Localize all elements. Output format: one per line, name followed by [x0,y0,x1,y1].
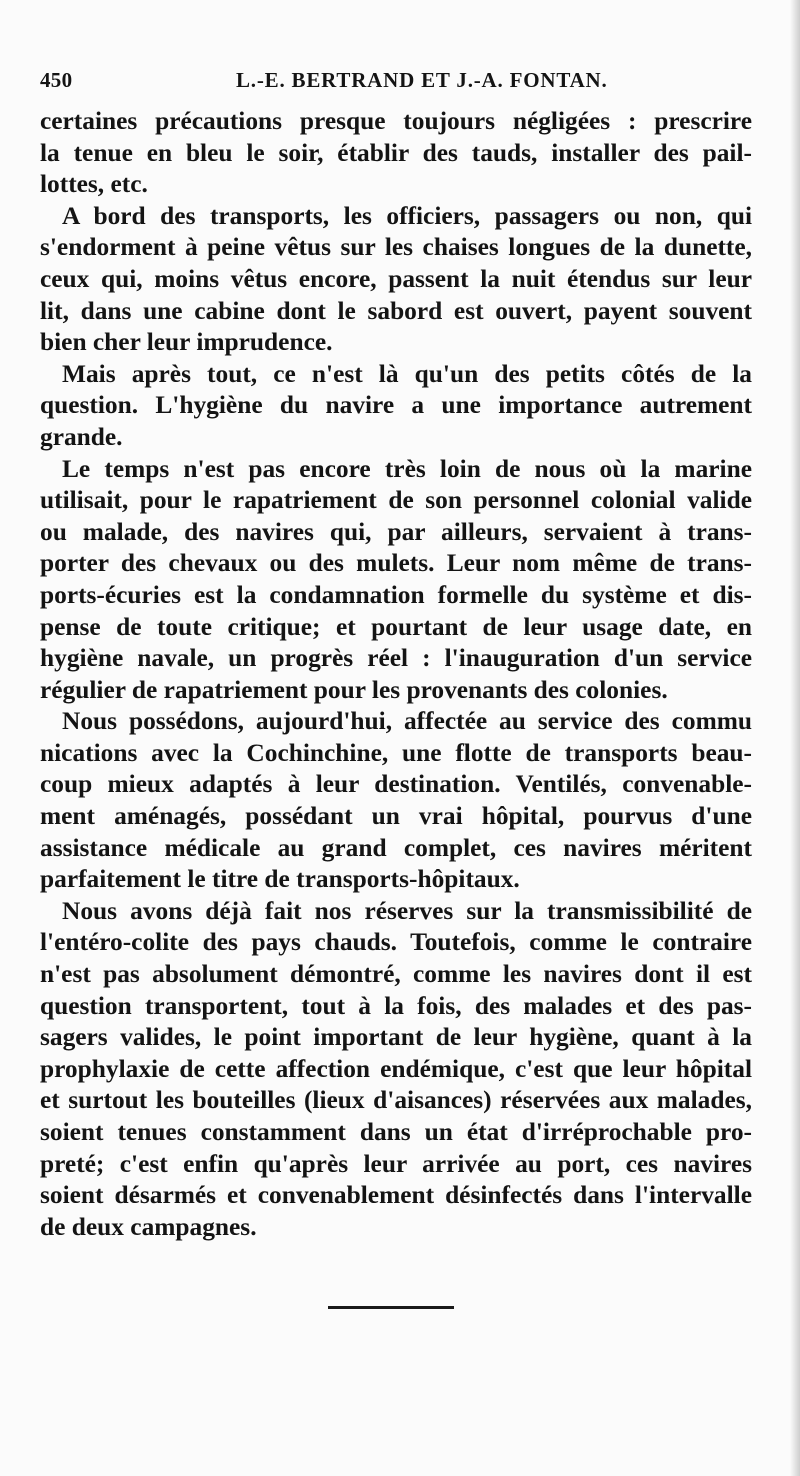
text-line: hygiène navale, un progrès réel : l'inauguration d'un service [40,644,752,673]
text-line: grande. [40,422,123,451]
text-line: Le temps n'est pas encore très loin de nous où la marine [62,454,752,483]
text-line: Mais après tout, ce n'est là qu'un des petits côtés de la [62,359,752,388]
text-line: certaines précautions presque toujours négligées : prescrire [40,107,752,135]
text-line: pense de toute critique; et pourtant de leur usage date, en [40,612,752,641]
text-line: n'est pas absolument démontré, comme les navires dont il est [40,960,752,989]
text-line: ports-écuries est la condamnation formelle du système et dis- [40,580,752,609]
text-line: ou malade, des navires qui, par ailleurs, servaient à trans- [40,517,752,546]
running-head: L.-E. BERTRAND ET J.-A. FONTAN. [236,68,608,92]
text-line: nications avec la Cochinchine, une flotte de transports beau- [40,738,752,767]
text-line: ment aménagés, possédant un vrai hôpital, pourvus d'une [40,802,752,831]
text-line: s'endorment à peine vêtus sur les chaises longues de la dunette, [40,233,752,262]
text-line: utilisait, pour le rapatriement de son personnel colonial valide [40,486,752,515]
text-line: bien cher leur imprudence. [40,328,333,357]
text-line: et surtout les bouteilles (lieux d'aisances) réservées aux malades, [40,1086,752,1115]
text-line: soient désarmés et convenablement désinfectés dans l'intervalle [40,1181,752,1210]
text-line: Nous avons déjà fait nos réserves sur la transmissibilité de [62,896,752,925]
text-line: porter des chevaux ou des mulets. Leur nom même de trans- [40,549,752,578]
text-line: Nous possédons, aujourd'hui, affectée au service des commu [62,707,752,736]
text-line: de deux campagnes. [40,1212,257,1241]
text-line: coup mieux adaptés à leur destination. Ventilés, convenable- [40,770,752,799]
text-line: assistance médicale au grand complet, ces navires méritent [40,833,752,862]
text-line: preté; c'est enfin qu'après leur arrivée au port, ces navires [40,1149,752,1178]
page-edge-shadow [790,0,800,1476]
text-line: question transportent, tout à la fois, des malades et des pas- [40,991,752,1020]
text-line: lottes, etc. [40,170,148,199]
text-line: soient tenues constamment dans un état d'irréprochable pro- [40,1118,752,1146]
text-line: prophylaxie de cette affection endémique, c'est que leur hôpital [40,1054,752,1083]
page-header [40,68,760,98]
page-number: 450 [40,68,73,92]
text-line: parfaitement le titre de transports-hôpitaux. [40,865,520,894]
text-line: A bord des transports, les officiers, passagers ou non, qui [62,201,752,230]
text-line: régulier de rapatriement pour les provenants des colonies. [40,675,668,704]
section-end-rule [328,1306,454,1309]
text-line: question. L'hygiène du navire a une importance autrement [40,391,752,420]
text-line: l'entéro-colite des pays chauds. Toutefois, comme le contraire [40,928,752,957]
text-line: ceux qui, moins vêtus encore, passent la nuit étendus sur leur [40,264,752,293]
body-text [40,106,752,1243]
text-line: la tenue en bleu le soir, établir des tauds, installer des pail- [40,138,752,167]
text-line: sagers valides, le point important de leur hygiène, quant à la [40,1023,752,1052]
text-line: lit, dans une cabine dont le sabord est ouvert, payent souvent [40,296,752,325]
